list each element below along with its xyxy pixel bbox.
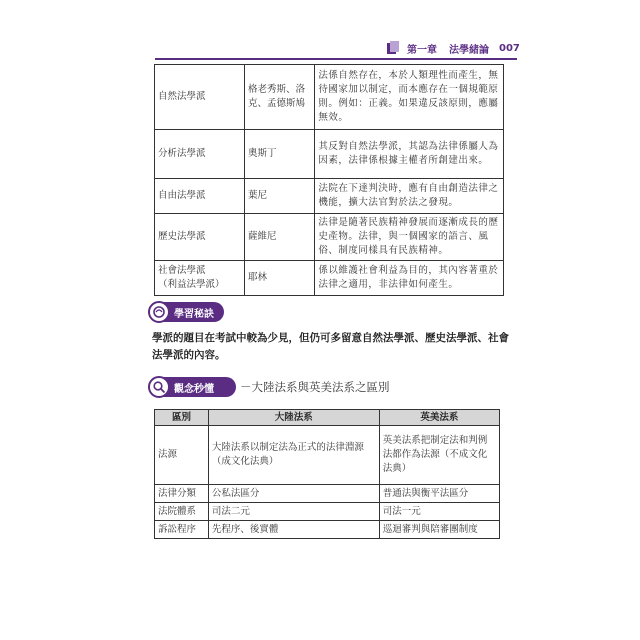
school-people: 耶林 bbox=[245, 261, 315, 296]
school-people: 格老秀斯、洛克、孟德斯鳩 bbox=[245, 65, 315, 130]
concept-heading bbox=[152, 377, 390, 397]
school-people: 薩維尼 bbox=[245, 214, 315, 261]
row-key: 法源 bbox=[155, 426, 209, 485]
study-tip-badge bbox=[152, 302, 224, 322]
row-key: 法律分類 bbox=[155, 485, 209, 503]
common-cell: 司法一元 bbox=[379, 503, 499, 521]
school-desc: 係以維護社會利益為目的，其內容著重於法律之適用，非法律如何產生。 bbox=[315, 261, 504, 296]
study-tip-text: 學派的題目在考試中較為少見，但仍可多留意自然法學派、歷史法學派、社會法學派的內容。 bbox=[152, 332, 509, 361]
school-people: 葉尼 bbox=[245, 179, 315, 214]
magnifier-icon bbox=[148, 376, 170, 398]
table-row bbox=[155, 426, 500, 485]
study-tip-label: 學習秘訣 bbox=[174, 308, 214, 320]
continental-cell: 司法二元 bbox=[208, 503, 379, 521]
school-desc: 法係自然存在，本於人類理性而產生，無待國家加以制定，而本應存在一個規範原則。例如：正義。如果違反該原則，應屬無效。 bbox=[315, 65, 504, 130]
concept-badge bbox=[152, 377, 236, 397]
subject-label: 法學緒論 bbox=[449, 44, 489, 56]
table-row bbox=[155, 485, 500, 503]
table-row bbox=[155, 179, 504, 214]
table-header-row bbox=[155, 410, 500, 426]
concept-title: －大陸法系與英美法系之區別 bbox=[240, 380, 390, 394]
school-name-line2: （利益法學派） bbox=[158, 279, 225, 290]
book-icon bbox=[385, 40, 401, 56]
page-number: 007 bbox=[499, 42, 520, 54]
compare-table bbox=[154, 409, 500, 539]
row-key: 訴訟程序 bbox=[155, 521, 209, 539]
header-rule bbox=[155, 58, 517, 60]
common-cell: 巡迴審判與陪審團制度 bbox=[379, 521, 499, 539]
brain-icon bbox=[148, 301, 170, 323]
concept-badge-label: 觀念秒懂 bbox=[174, 383, 214, 395]
table-row bbox=[155, 65, 504, 130]
column-header: 大陸法系 bbox=[208, 410, 379, 426]
school-name bbox=[155, 261, 245, 296]
column-header: 英美法系 bbox=[379, 410, 499, 426]
school-people: 奧斯丁 bbox=[245, 130, 315, 179]
school-desc: 法院在下達判決時，應有自由創造法律之機能，擴大法官對於法之發現。 bbox=[315, 179, 504, 214]
school-desc: 其反對自然法學派，其認為法律係屬人為因素，法律係根據主權者所創建出來。 bbox=[315, 130, 504, 179]
school-name: 歷史法學派 bbox=[155, 214, 245, 261]
table-row bbox=[155, 261, 504, 296]
schools-table bbox=[154, 64, 504, 296]
table-row bbox=[155, 214, 504, 261]
row-key: 法院體系 bbox=[155, 503, 209, 521]
table-row bbox=[155, 503, 500, 521]
school-desc: 法律是隨著民族精神發展而逐漸成長的歷史產物。法律，與一個國家的語言、風俗、制度同樣具有民族精神。 bbox=[315, 214, 504, 261]
common-cell: 英美法系把制定法和判例法都作為法源（不成文化法典） bbox=[379, 426, 499, 485]
school-name: 自然法學派 bbox=[155, 65, 245, 130]
table-row bbox=[155, 130, 504, 179]
continental-cell: 先程序、後實體 bbox=[208, 521, 379, 539]
chapter-label: 第一章 bbox=[407, 44, 437, 56]
school-name: 自由法學派 bbox=[155, 179, 245, 214]
continental-cell: 大陸法系以制定法為正式的法律淵源（成文化法典） bbox=[208, 426, 379, 485]
continental-cell: 公私法區分 bbox=[208, 485, 379, 503]
column-header: 區別 bbox=[155, 410, 209, 426]
school-name: 分析法學派 bbox=[155, 130, 245, 179]
table-row bbox=[155, 521, 500, 539]
common-cell: 普通法與衡平法區分 bbox=[379, 485, 499, 503]
school-name-line1: 社會法學派 bbox=[158, 265, 206, 276]
page-header bbox=[385, 38, 520, 58]
